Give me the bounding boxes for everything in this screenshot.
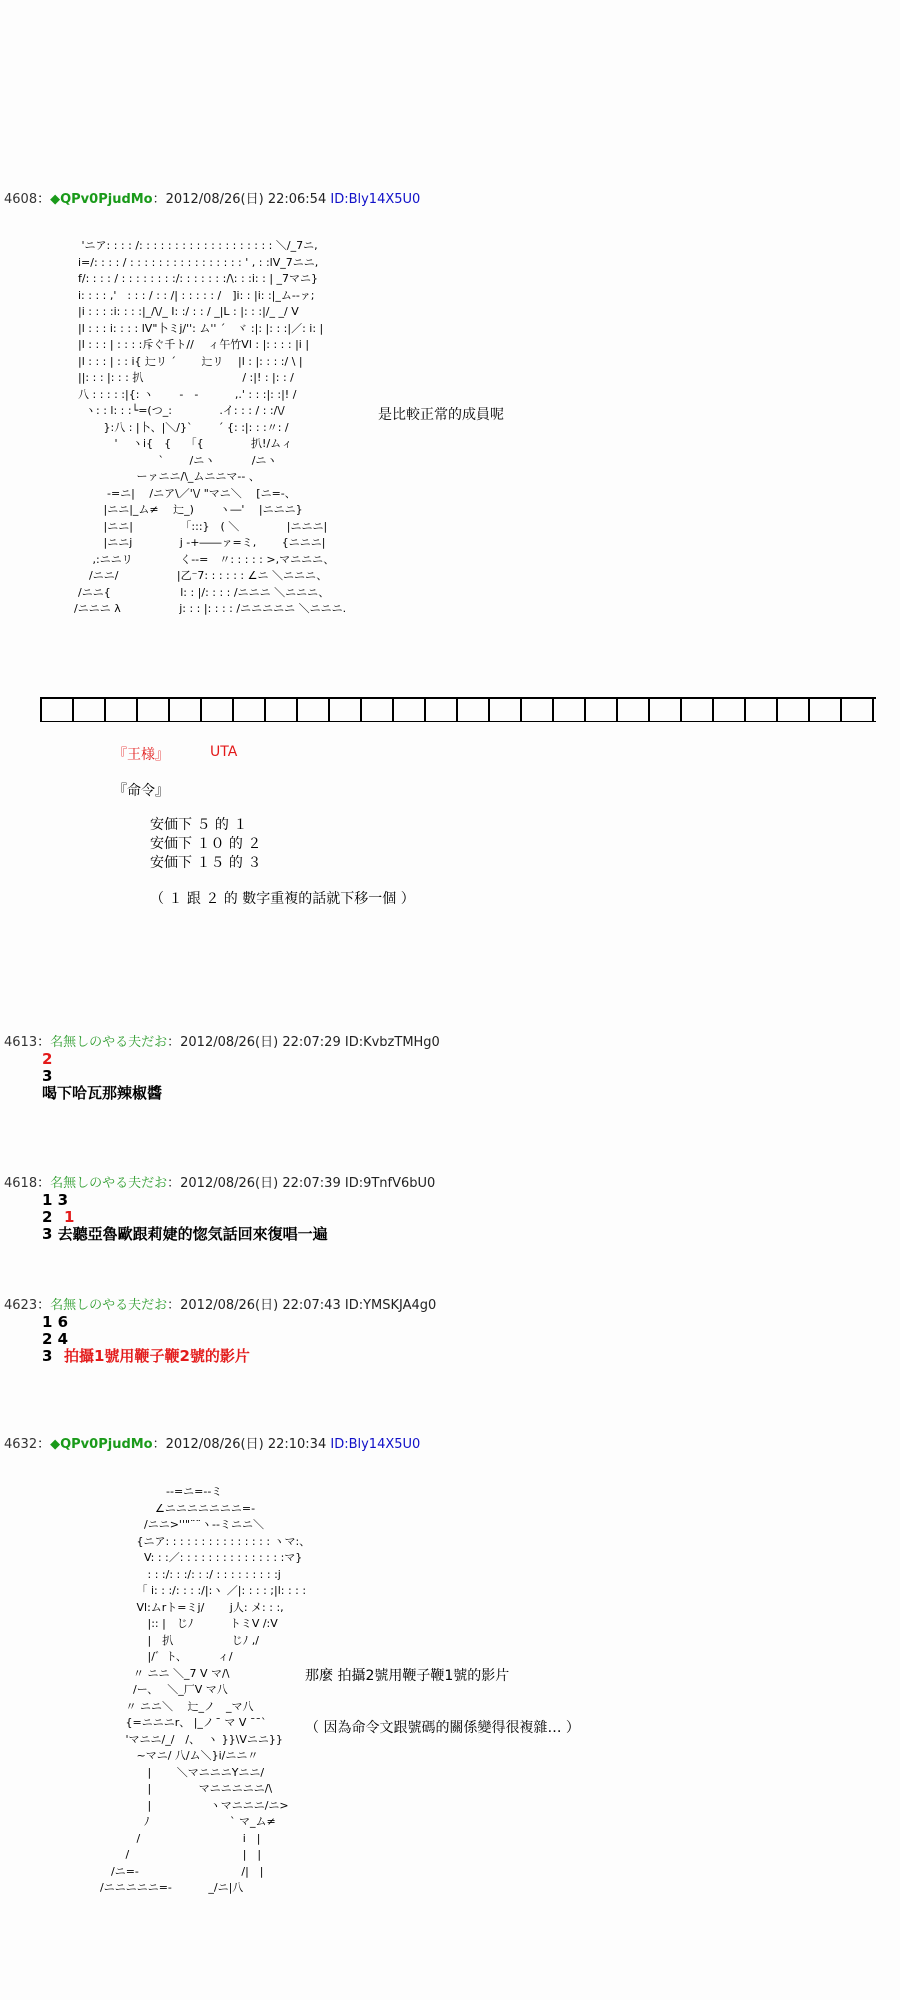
comment: 那麼 拍攝2號用鞭子鞭1號的影片 [305, 1668, 510, 1684]
post-header [4, 188, 420, 207]
poster-id[interactable]: ID:KvbzTMHg0 [344, 1035, 440, 1050]
poster-name: 名無しのやる夫だお [50, 1176, 168, 1191]
post-line: 3 [42, 1067, 53, 1085]
command-1: 安価下 ５ 的 １ [150, 817, 248, 833]
poster-id[interactable]: ID:YMSKJA4g0 [344, 1298, 437, 1313]
king-value: UTA [210, 744, 238, 760]
command-note: （ １ 跟 ２ 的 數字重複的話就下移一個 ） [150, 891, 415, 907]
post-date: ：2012/08/26(日) 22:07:29 [167, 1035, 341, 1050]
poster-name: ◆QPv0PjudMo [50, 1437, 153, 1452]
post-line: 2 [42, 1050, 53, 1068]
separator: ： [37, 1035, 51, 1050]
ascii-art: 'ニア: : : : /: : : : : : : : : : : : : : : : : : : ＼/_7ニ, i=/: : : : / : : : : : : : : : : : : : : : : ' , : :lV_7ニニ, f/: : : : / : : : : : : : :/: : : : : : :/\: : :i: : | _7マニ} i: : : : ,' : : : / : : /| : : : : : / ]i: : |i: :|_ム--ァ; |i : : : :i: : : :|_/\/_ I: :/ : : / _|L : |: : :|/_ _/ V |l : : : i: : : : lV"卜ミj/'': ム'' ´ ヾ :|: |: : :|／: i: | |l : : : | : : : :斥ぐ千ト// ィ午竹Vl : |: : : : |i | |l : : : | : : i{ 辷リ ´ 辷リ |l : |: : : :/ \ | ||: : : |: : : 扒 / :|! : |: : / 八 : : : : :|{: ヽ - - ,.' : : :|: :|! / ヽ: : l: : :└=(つ_: .イ: : : / : :/\/ }:八 : |卜、|＼/}` ´ {: :|: : :〃: / ' ヽi{ { 「{ 扒!/ムィ ` /ニヽ /ニヽ ーァニニ/\_ムニニマ-- 、 -=ニ| /ニア\／'\/ "マニ＼ [ニ=-、 |ニニ|_ム≠ 辷_) ヽ―' |ニニニ} |ニニ| 「:::} ( ＼ |ニニニ| |ニニj j -+――ァ=ミ, {ニニニ| ,:ニニリ く--= 〃: : : : : >,マニニニ、 /ニニ/ |乙⁻7: : : : : : ∠ニ ＼ニニニ、 /ニニ{ l: : |/: : : : /ニニニ ＼ニニニ、 /ニニニ λ j: : : |: : : : /ニニニニニ ＼ニニニ. [73, 239, 347, 615]
post-date: ：2012/08/26(日) 22:06:54 [152, 192, 327, 207]
separator: ： [37, 192, 51, 207]
post-number[interactable]: 4608 [4, 192, 38, 207]
comment: 是比較正常的成員呢 [378, 407, 504, 423]
poster-id[interactable]: ID:9TnfV6bU0 [344, 1176, 436, 1191]
separator: ： [37, 1298, 51, 1313]
poster-id[interactable]: ID:Bly14X5U0 [330, 1437, 421, 1452]
post-header [4, 1172, 435, 1191]
separator: ： [37, 1437, 51, 1452]
command-2: 安価下 １０ 的 ２ [150, 836, 262, 852]
post-line: 喝下哈瓦那辣椒醬 [42, 1084, 163, 1102]
post-number[interactable]: 4632 [4, 1437, 38, 1452]
ascii-art: --=ニ=--ミ ∠ニニニニニニニ=- /ニニ>''"¨¨ヽ--ミニニ＼ {ニア: : : : : : : : : : : : : : : ヽマ:、 V: : :／: : : : : : : : : : : : : : :マ} : : :/: : :/: : :/ : : : : : : : : :j 「 i: : :/: : : :/|:ヽ ／|: : : : ;|l: : : : Vl:ムrト=ミj/ j人: メ: : :, |:: | じﾉ トミV /:V | 扒 じﾉ ,/ |/゛ト、 ィ/ 〃 ニニ ＼_7 V マ/\ /ー、 ＼_厂V マ八 〃 ニニ＼ 辷_ノ _マ八 {=ニニニr、 |_ノ ̄ マ V ¯¯` 'マニニ/_/ /、 ヽ }}\Vニニ}} ~マニ/ 八/ム＼}i/ニニ〃 | ＼マニニニYニニ/ | マニニニニニ/\ | ヽマニニニ/ニ> ﾉ ` マ_ム≠ / i | / | | /ニ=- /| | /ニニニニニ=- _/ニ|八 [99, 1485, 311, 1894]
divider [40, 697, 876, 722]
post-line: 1 6 [42, 1313, 69, 1331]
post-header [4, 1031, 440, 1050]
poster-name: ◆QPv0PjudMo [50, 192, 153, 207]
post-number[interactable]: 4623 [4, 1298, 38, 1313]
post-line: 3 去聽亞魯歐跟莉婕的惚気話回來復唱一遍 [42, 1225, 328, 1243]
post-number[interactable]: 4618 [4, 1176, 38, 1191]
post-number[interactable]: 4613 [4, 1035, 38, 1050]
post-date: ：2012/08/26(日) 22:07:43 [167, 1298, 341, 1313]
command-3: 安価下 １５ 的 ３ [150, 855, 262, 871]
poster-name: 名無しのやる夫だお [50, 1298, 168, 1313]
king-label: 『王様』 [113, 747, 169, 763]
post-header [4, 1433, 420, 1452]
post-line-red: 1 [64, 1208, 75, 1226]
separator: ： [37, 1176, 51, 1191]
poster-name: 名無しのやる夫だお [50, 1035, 168, 1050]
post-date: ：2012/08/26(日) 22:10:34 [152, 1437, 327, 1452]
poster-id[interactable]: ID:Bly14X5U0 [330, 192, 421, 207]
post-line: 2 4 [42, 1330, 69, 1348]
post-header [4, 1294, 436, 1313]
post-date: ：2012/08/26(日) 22:07:39 [167, 1176, 341, 1191]
post-line: 2 [42, 1208, 53, 1226]
command-label: 『命令』 [113, 783, 169, 799]
post-line: 3 [42, 1347, 53, 1365]
post-line: 1 3 [42, 1191, 69, 1209]
comment: （ 因為命令文跟號碼的關係變得很複雜… ） [305, 1720, 580, 1736]
post-line-red: 拍攝1號用鞭子鞭2號的影片 [64, 1347, 250, 1365]
